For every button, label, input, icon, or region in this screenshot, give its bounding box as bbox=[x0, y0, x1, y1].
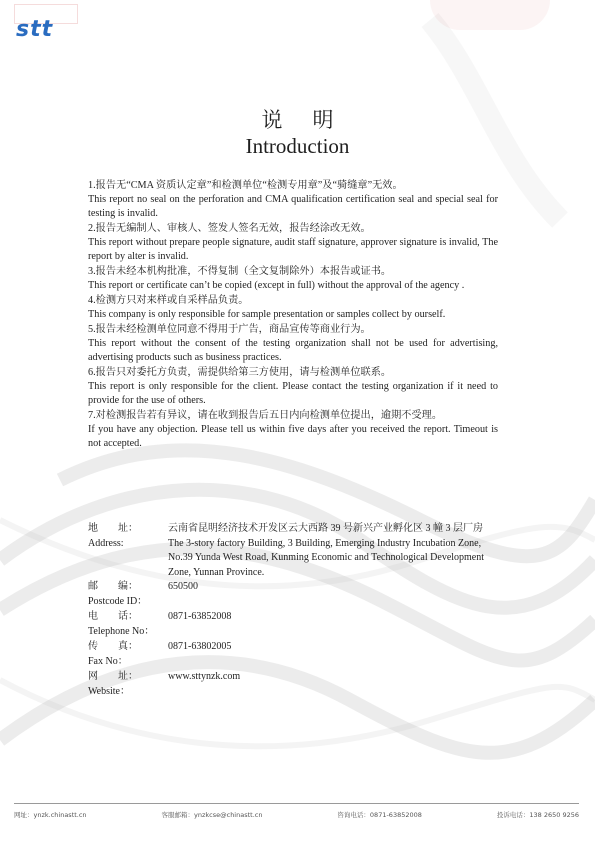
note-1-cn: 1.报告无“CMA 资质认定章”和检测单位“检测专用章”及“骑缝章”无效。 bbox=[88, 180, 403, 191]
website-label-cn: 网 址： bbox=[88, 671, 138, 682]
note-4-cn: 4.检测方只对来样或自采样品负责。 bbox=[88, 295, 249, 306]
postcode-label-cn: 邮 编： bbox=[88, 581, 138, 592]
note-5-en: This report without the consent of the testing organization shall not be used for advertising, advertising products such as business practices. bbox=[88, 338, 498, 363]
postcode-row bbox=[88, 580, 508, 595]
address-label bbox=[88, 522, 168, 580]
website-row bbox=[88, 670, 508, 685]
note-5-cn: 5.报告未经检测单位同意不得用于广告，商品宣传等商业行为。 bbox=[88, 324, 371, 335]
note-3-cn: 3.报告未经本机构批准，不得复制（全文复制除外）本报告或证书。 bbox=[88, 266, 392, 277]
note-7-cn: 7.对检测报告若有异议，请在收到报告后五日内向检测单位提出，逾期不受理。 bbox=[88, 410, 443, 421]
postcode-label-en: Postcode ID： bbox=[88, 595, 148, 607]
note-3-en: This report or certificate can’t be copied (except in full) without the approval of the agency . bbox=[88, 280, 465, 291]
footer-phone: 咨询电话：0871-63852008 bbox=[337, 811, 422, 819]
website-value[interactable]: www.sttynzk.com bbox=[168, 671, 241, 682]
company-logo: stt bbox=[16, 17, 54, 42]
telephone-label-en: Telephone No： bbox=[88, 625, 155, 637]
address-value bbox=[168, 522, 508, 580]
note-6-cn: 6.报告只对委托方负责，需提供给第三方使用，请与检测单位联系。 bbox=[88, 367, 392, 378]
note-1-en: This report no seal on the perforation and CMA qualification certification seal and special seal for testing is invalid. bbox=[88, 194, 498, 219]
telephone-label-cn: 电 话： bbox=[88, 611, 138, 622]
page-title-en: Introduction bbox=[245, 134, 350, 158]
note-4-en: This company is only responsible for sample presentation or samples collect by ourself. bbox=[88, 309, 446, 320]
address-label-en: Address: bbox=[88, 537, 124, 549]
address-label-cn: 地 址： bbox=[88, 523, 138, 534]
website-label-en: Website： bbox=[88, 685, 130, 697]
page-title-cn: 说明 bbox=[261, 108, 364, 132]
fax-row bbox=[88, 640, 508, 655]
fax-label-cn: 传 真： bbox=[88, 641, 138, 652]
note-2-cn: 2.报告无编制人、审核人、签发人签名无效，报告经涂改无效。 bbox=[88, 223, 371, 234]
note-6-en: This report is only responsible for the client. Please contact the testing organization if it need to provide for the use of others. bbox=[88, 381, 498, 406]
fax-value: 0871-63802005 bbox=[168, 641, 232, 652]
footer bbox=[14, 810, 579, 819]
telephone-row bbox=[88, 610, 508, 625]
contact-block bbox=[88, 522, 508, 700]
notes-list bbox=[88, 178, 498, 451]
footer-website[interactable]: 网址：ynzk.chinastt.cn bbox=[14, 811, 87, 819]
address-row bbox=[88, 522, 508, 580]
note-2-en: This report without prepare people signature, audit staff signature, approver signature is invalid, The report by alter is invalid. bbox=[88, 237, 498, 262]
note-7-en: If you have any objection. Please tell us within five days after you received the report. Timeout is not accepted. bbox=[88, 424, 498, 449]
footer-complaint-phone: 投诉电话：138 2650 9256 bbox=[496, 811, 579, 819]
fax-label-en: Fax No： bbox=[88, 655, 128, 667]
address-value-en: The 3-story factory Building, 3 Building, Emerging Industry Incubation Zone, No.39 Yunda West Road, Kunming Economic and Technological Development Zone, Yunnan Province. bbox=[168, 537, 485, 578]
address-value-cn: 云南省昆明经济技术开发区云大西路 39 号新兴产业孵化区 3 幢 3 层厂房 bbox=[168, 523, 483, 534]
footer-divider bbox=[14, 803, 579, 804]
footer-email[interactable]: 客服邮箱：ynzkcse@chinastt.cn bbox=[161, 811, 263, 819]
seal-mark bbox=[430, 0, 550, 30]
telephone-value: 0871-63852008 bbox=[168, 611, 232, 622]
postcode-value: 650500 bbox=[168, 581, 198, 592]
